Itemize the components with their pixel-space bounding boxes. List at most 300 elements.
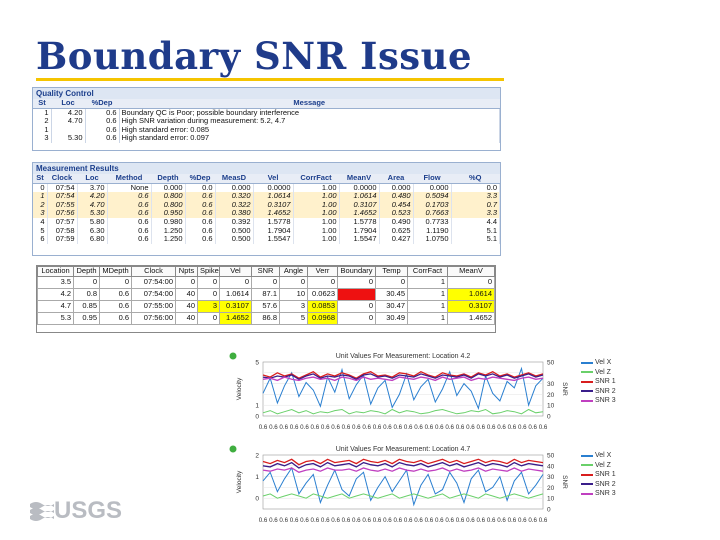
loc-column-header: Clock: [132, 267, 176, 277]
mr-cell: 0.6: [185, 235, 215, 244]
loc-cell[interactable]: 1: [408, 312, 448, 324]
qc-cell: High standard error: 0.085: [119, 126, 500, 135]
chart-title: Unit Values For Measurement: Location 4.7: [335, 446, 471, 453]
mr-row[interactable]: [33, 209, 500, 218]
usgs-logo-text: USGS: [54, 497, 123, 524]
mr-cell: 07:56: [47, 209, 77, 218]
x-tick-label: 0.6: [497, 517, 506, 524]
x-tick-label: 0.6: [300, 424, 309, 431]
legend-item[interactable]: [581, 368, 621, 378]
mr-cell: 1.00: [293, 192, 339, 201]
chart-location-4-7: [225, 443, 620, 531]
mr-cell: 0.380: [215, 209, 253, 218]
mr-cell: 0.625: [379, 227, 413, 236]
mr-column-header: MeasD: [215, 174, 253, 183]
x-tick-label: 0.6: [466, 517, 475, 524]
legend-label: SNR 3: [595, 397, 616, 405]
loc-column-header: SNR: [252, 267, 280, 277]
loc-cell[interactable]: 0.3107: [448, 300, 495, 312]
mr-cell: 1.5778: [339, 218, 379, 227]
loc-cell[interactable]: 0.0623: [308, 288, 338, 300]
loc-cell[interactable]: 0: [448, 276, 495, 288]
y-tick-left: 5: [255, 359, 259, 367]
x-tick-label: 0.6: [528, 424, 537, 431]
chart-title: Unit Values For Measurement: Location 4.2: [335, 353, 471, 360]
loc-cell[interactable]: 86.8: [252, 312, 280, 324]
legend-item[interactable]: [581, 480, 621, 490]
legend-swatch: [581, 371, 593, 373]
mr-cell: 1.0614: [253, 192, 293, 201]
x-tick-label: 0.6: [476, 424, 486, 431]
qc-row[interactable]: [33, 126, 500, 135]
legend-swatch: [581, 455, 593, 457]
quality-control-table: [33, 99, 500, 143]
mr-cell: 1.1190: [413, 227, 451, 236]
mr-cell: 0.6: [185, 227, 215, 236]
chart-legend: [581, 358, 621, 406]
loc-cell[interactable]: 0.6: [100, 288, 132, 300]
loc-cell[interactable]: 0.0968: [308, 312, 338, 324]
qc-column-header: St: [33, 99, 51, 108]
loc-cell[interactable]: 0.8: [74, 288, 100, 300]
qc-cell: [51, 126, 85, 135]
qc-cell: 3: [33, 134, 51, 143]
title-underline: [36, 78, 504, 81]
mr-column-header: Method: [107, 174, 151, 183]
qc-cell: 4.70: [51, 117, 85, 126]
loc-cell[interactable]: 0: [280, 276, 308, 288]
loc-cell[interactable]: 4.2: [38, 288, 74, 300]
legend-swatch: [581, 483, 593, 485]
y-tick-right: 50: [547, 452, 555, 460]
mr-column-header: Flow: [413, 174, 451, 183]
loc-cell[interactable]: 4.7: [38, 300, 74, 312]
loc-cell[interactable]: 1.0614: [220, 288, 252, 300]
loc-cell[interactable]: 40: [176, 312, 198, 324]
legend-label: Vel X: [595, 359, 612, 367]
loc-column-header: Location: [38, 267, 74, 277]
legend-item[interactable]: [581, 489, 621, 499]
x-tick-label: 0.6: [507, 517, 517, 524]
x-tick-label: 0.6: [393, 517, 403, 524]
mr-cell: 0.480: [379, 192, 413, 201]
mr-cell: 0.980: [151, 218, 185, 227]
quality-control-panel: [32, 87, 501, 151]
mr-cell: 0.1703: [413, 201, 451, 210]
mr-cell: 0.800: [151, 192, 185, 201]
mr-row[interactable]: [33, 183, 500, 192]
mr-cell: 0.500: [215, 227, 253, 236]
y-tick-right: 40: [547, 463, 555, 471]
mr-cell: 1.5778: [253, 218, 293, 227]
y-tick-right: 10: [547, 402, 555, 410]
mr-cell: 1.00: [293, 235, 339, 244]
loc-cell[interactable]: 07:54:00: [132, 276, 176, 288]
measurement-results-title: Measurement Results: [33, 163, 500, 174]
legend-swatch: [581, 381, 593, 383]
loc-column-header: MeanV: [448, 267, 495, 277]
qc-cell: High standard error: 0.097: [119, 134, 500, 143]
loc-cell[interactable]: 0.85: [74, 300, 100, 312]
loc-cell[interactable]: 0: [338, 300, 376, 312]
x-tick-label: 0.6: [289, 424, 299, 431]
mr-cell: 07:54: [47, 192, 77, 201]
status-dot-icon: [230, 353, 237, 360]
loc-cell[interactable]: 07:56:00: [132, 312, 176, 324]
mr-cell: 1.00: [293, 218, 339, 227]
loc-cell[interactable]: 07:55:00: [132, 300, 176, 312]
mr-cell: 0.3107: [339, 201, 379, 210]
qc-row[interactable]: [33, 117, 500, 126]
x-tick-label: 0.6: [497, 424, 506, 431]
loc-cell[interactable]: 0: [338, 312, 376, 324]
qc-cell: High SNR variation during measurement: 5.2, 4.7: [119, 117, 500, 126]
mr-cell: 3.70: [77, 183, 107, 192]
legend-item[interactable]: [581, 358, 621, 368]
mr-cell: 0.800: [151, 201, 185, 210]
x-tick-label: 0.6: [424, 517, 434, 524]
loc-column-header: MDepth: [100, 267, 132, 277]
mr-cell: 0.6: [185, 209, 215, 218]
loc-cell[interactable]: 30.47: [376, 300, 408, 312]
loc-row[interactable]: [38, 288, 495, 300]
slide-title: Boundary SNR Issue: [36, 34, 473, 78]
qc-column-header: %Dep: [85, 99, 119, 108]
loc-cell[interactable]: 10: [280, 288, 308, 300]
legend-item[interactable]: [581, 470, 621, 480]
loc-column-header: Temp: [376, 267, 408, 277]
mr-column-header: St: [33, 174, 47, 183]
status-dot-icon: [230, 446, 237, 453]
mr-cell: 6.80: [77, 235, 107, 244]
loc-cell[interactable]: 0: [100, 276, 132, 288]
mr-cell: 07:58: [47, 227, 77, 236]
x-tick-label: 0.6: [279, 424, 289, 431]
legend-item[interactable]: [581, 377, 621, 387]
mr-cell: 5.1: [451, 227, 500, 236]
loc-cell[interactable]: 0.95: [74, 312, 100, 324]
loc-cell[interactable]: 0.3107: [220, 300, 252, 312]
qc-column-header: Loc: [51, 99, 85, 108]
mr-cell: 5.30: [77, 209, 107, 218]
x-tick-label: 0.6: [269, 517, 278, 524]
mr-cell: 3: [33, 209, 47, 218]
x-tick-label: 0.6: [528, 517, 537, 524]
loc-cell[interactable]: 1: [408, 276, 448, 288]
mr-column-header: CorrFact: [293, 174, 339, 183]
loc-column-header: Boundary: [338, 267, 376, 277]
mr-column-header: MeanV: [339, 174, 379, 183]
mr-cell: 0.6: [107, 227, 151, 236]
y-tick-right: 50: [547, 359, 555, 367]
chart-svg: [225, 350, 620, 438]
legend-label: SNR 3: [595, 490, 616, 498]
mr-cell: 0.523: [379, 209, 413, 218]
x-tick-label: 0.6: [517, 517, 527, 524]
loc-cell[interactable]: 30.45: [376, 288, 408, 300]
location-data-grid: [36, 265, 496, 333]
loc-cell[interactable]: 57.6: [252, 300, 280, 312]
y-tick-left: 0: [255, 413, 259, 421]
loc-column-header: Vel: [220, 267, 252, 277]
chart-svg: [225, 443, 620, 531]
mr-row[interactable]: [33, 192, 500, 201]
mr-cell: 1.0750: [413, 235, 451, 244]
qc-cell: 0.6: [85, 134, 119, 143]
loc-row[interactable]: [38, 276, 495, 288]
x-tick-label: 0.6: [538, 517, 548, 524]
mr-cell: 07:59: [47, 235, 77, 244]
mr-column-header: Vel: [253, 174, 293, 183]
qc-column-header: Message: [119, 99, 500, 108]
mr-cell: 0.500: [215, 235, 253, 244]
mr-cell: 6.30: [77, 227, 107, 236]
mr-cell: 1.00: [293, 201, 339, 210]
mr-cell: 0.6: [185, 192, 215, 201]
loc-cell[interactable]: 30.49: [376, 312, 408, 324]
loc-column-header: Npts: [176, 267, 198, 277]
mr-column-header: Loc: [77, 174, 107, 183]
x-tick-label: 0.6: [383, 424, 392, 431]
qc-row[interactable]: [33, 108, 500, 117]
y-tick-right: 20: [547, 391, 555, 399]
chart-legend: [581, 451, 621, 499]
mr-cell: 07:57: [47, 218, 77, 227]
mr-cell: 0.7: [451, 201, 500, 210]
mr-row[interactable]: [33, 235, 500, 244]
mr-cell: 1.4652: [339, 209, 379, 218]
y-tick-right: 0: [547, 413, 551, 421]
x-tick-label: 0.6: [414, 517, 423, 524]
x-tick-label: 0.6: [300, 517, 309, 524]
mr-cell: 0.0: [185, 183, 215, 192]
loc-cell[interactable]: 5: [280, 312, 308, 324]
legend-item[interactable]: [581, 461, 621, 471]
qc-cell: Boundary QC is Poor; possible boundary interference: [119, 108, 500, 117]
loc-cell[interactable]: 40: [176, 300, 198, 312]
x-tick-label: 0.6: [258, 424, 268, 431]
y-axis-label-left: Velocity: [236, 377, 243, 401]
mr-cell: 07:55: [47, 201, 77, 210]
x-tick-label: 0.6: [486, 517, 496, 524]
mr-cell: 1.250: [151, 235, 185, 244]
x-tick-label: 0.6: [269, 424, 278, 431]
loc-column-header: CorrFact: [408, 267, 448, 277]
mr-cell: 1.00: [293, 209, 339, 218]
x-tick-label: 0.6: [320, 424, 330, 431]
loc-column-header: Verr: [308, 267, 338, 277]
x-tick-label: 0.6: [424, 424, 434, 431]
y-axis-label-left: Velocity: [236, 470, 243, 494]
mr-cell: 1.0614: [339, 192, 379, 201]
mr-cell: 0.000: [413, 183, 451, 192]
loc-column-header: Angle: [280, 267, 308, 277]
loc-cell[interactable]: 0.6: [100, 312, 132, 324]
loc-cell[interactable]: 40: [176, 288, 198, 300]
mr-cell: 3.3: [451, 209, 500, 218]
qc-cell: 4.20: [51, 108, 85, 117]
mr-cell: 1.4652: [253, 209, 293, 218]
mr-column-header: %Q: [451, 174, 500, 183]
x-tick-label: 0.6: [331, 517, 340, 524]
mr-cell: 0.6: [107, 218, 151, 227]
measurement-results-panel: [32, 162, 501, 256]
mr-column-header: Clock: [47, 174, 77, 183]
loc-cell[interactable]: 3: [198, 300, 220, 312]
loc-cell[interactable]: 1.0614: [448, 288, 495, 300]
mr-cell: 5: [33, 227, 47, 236]
mr-column-header: Depth: [151, 174, 185, 183]
x-tick-label: 0.6: [434, 424, 444, 431]
loc-cell[interactable]: 87.1: [252, 288, 280, 300]
mr-cell: 0.000: [379, 183, 413, 192]
y-axis-label-right: SNR: [561, 475, 568, 489]
mr-cell: 0.7663: [413, 209, 451, 218]
mr-cell: 0.6: [185, 201, 215, 210]
x-tick-label: 0.6: [466, 424, 475, 431]
loc-cell[interactable]: 3.5: [38, 276, 74, 288]
x-tick-label: 0.6: [403, 424, 413, 431]
x-tick-label: 0.6: [455, 424, 465, 431]
loc-cell[interactable]: 1: [408, 288, 448, 300]
legend-item[interactable]: [581, 451, 621, 461]
mr-row[interactable]: [33, 218, 500, 227]
loc-cell[interactable]: 0: [198, 276, 220, 288]
mr-cell: 0.6: [107, 192, 151, 201]
loc-column-header: Spike: [198, 267, 220, 277]
loc-cell[interactable]: 0.0853: [308, 300, 338, 312]
loc-row[interactable]: [38, 312, 495, 324]
x-tick-label: 0.6: [310, 517, 320, 524]
mr-cell: 0.5094: [413, 192, 451, 201]
loc-cell[interactable]: 0.6: [100, 300, 132, 312]
x-tick-label: 0.6: [289, 517, 299, 524]
loc-cell[interactable]: 0: [338, 276, 376, 288]
mr-cell: 6: [33, 235, 47, 244]
legend-swatch: [581, 390, 593, 392]
legend-label: SNR 2: [595, 387, 616, 395]
legend-swatch: [581, 474, 593, 476]
y-tick-right: 10: [547, 495, 555, 503]
legend-swatch: [581, 400, 593, 402]
legend-item[interactable]: [581, 387, 621, 397]
x-tick-label: 0.6: [455, 517, 465, 524]
qc-cell: 0.6: [85, 126, 119, 135]
loc-cell[interactable]: 07:54:00: [132, 288, 176, 300]
mr-cell: 4.70: [77, 201, 107, 210]
legend-item[interactable]: [581, 396, 621, 406]
x-tick-label: 0.6: [362, 424, 372, 431]
mr-cell: 4.20: [77, 192, 107, 201]
y-tick-right: 30: [547, 381, 555, 389]
x-tick-label: 0.6: [331, 424, 340, 431]
loc-cell[interactable]: [338, 288, 376, 300]
x-tick-label: 0.6: [393, 424, 403, 431]
qc-cell: 0.6: [85, 117, 119, 126]
loc-cell[interactable]: 1.4652: [448, 312, 495, 324]
mr-cell: 1.00: [293, 183, 339, 192]
loc-column-header: Depth: [74, 267, 100, 277]
mr-cell: 0.0: [451, 183, 500, 192]
y-tick-right: 20: [547, 484, 555, 492]
qc-cell: 1: [33, 126, 51, 135]
x-tick-label: 0.6: [258, 517, 268, 524]
mr-cell: 0.392: [215, 218, 253, 227]
x-tick-label: 0.6: [445, 517, 454, 524]
x-tick-label: 0.6: [434, 517, 444, 524]
mr-cell: 0.7733: [413, 218, 451, 227]
mr-cell: 0.950: [151, 209, 185, 218]
mr-cell: 0: [33, 183, 47, 192]
qc-cell: 5.30: [51, 134, 85, 143]
mr-row[interactable]: [33, 227, 500, 236]
x-tick-label: 0.6: [476, 517, 486, 524]
plot-area: [263, 362, 543, 416]
loc-cell[interactable]: 1.4652: [220, 312, 252, 324]
x-tick-label: 0.6: [372, 517, 382, 524]
loc-row[interactable]: [38, 300, 495, 312]
loc-cell[interactable]: 0: [198, 312, 220, 324]
loc-cell[interactable]: 3: [280, 300, 308, 312]
loc-cell[interactable]: 0: [176, 276, 198, 288]
mr-row[interactable]: [33, 201, 500, 210]
loc-cell[interactable]: 0: [376, 276, 408, 288]
loc-cell[interactable]: 0: [74, 276, 100, 288]
x-tick-label: 0.6: [341, 517, 351, 524]
y-tick-right: 30: [547, 474, 555, 482]
x-tick-label: 0.6: [517, 424, 527, 431]
mr-cell: 0.320: [215, 192, 253, 201]
location-table: [37, 266, 495, 325]
legend-swatch: [581, 493, 593, 495]
loc-cell[interactable]: 0: [308, 276, 338, 288]
x-tick-label: 0.6: [414, 424, 423, 431]
chart-location-4-2: [225, 350, 620, 438]
loc-cell[interactable]: 5.3: [38, 312, 74, 324]
mr-cell: None: [107, 183, 151, 192]
mr-column-header: Area: [379, 174, 413, 183]
x-tick-label: 0.6: [320, 517, 330, 524]
loc-cell[interactable]: 0: [220, 276, 252, 288]
x-tick-label: 0.6: [403, 517, 413, 524]
x-tick-label: 0.6: [383, 517, 392, 524]
mr-cell: 3.3: [451, 192, 500, 201]
y-tick-left: 1: [255, 402, 259, 410]
qc-cell: 1: [33, 108, 51, 117]
x-tick-label: 0.6: [507, 424, 517, 431]
legend-label: Vel Z: [595, 368, 611, 376]
y-tick-left: 0: [255, 495, 259, 503]
mr-cell: 1: [33, 192, 47, 201]
mr-cell: 0.3107: [253, 201, 293, 210]
mr-cell: 0.322: [215, 201, 253, 210]
loc-cell[interactable]: 0: [252, 276, 280, 288]
mr-cell: 1.250: [151, 227, 185, 236]
qc-row[interactable]: [33, 134, 500, 143]
mr-cell: 2: [33, 201, 47, 210]
mr-cell: 0.454: [379, 201, 413, 210]
x-tick-label: 0.6: [372, 424, 382, 431]
legend-label: SNR 1: [595, 471, 616, 479]
quality-control-title: Quality Control: [33, 88, 500, 99]
mr-cell: 0.6: [107, 235, 151, 244]
legend-label: SNR 1: [595, 378, 616, 386]
mr-cell: 1.5547: [339, 235, 379, 244]
mr-cell: 0.0000: [339, 183, 379, 192]
mr-cell: 0.6: [107, 201, 151, 210]
loc-cell[interactable]: 1: [408, 300, 448, 312]
loc-cell[interactable]: 0: [198, 288, 220, 300]
